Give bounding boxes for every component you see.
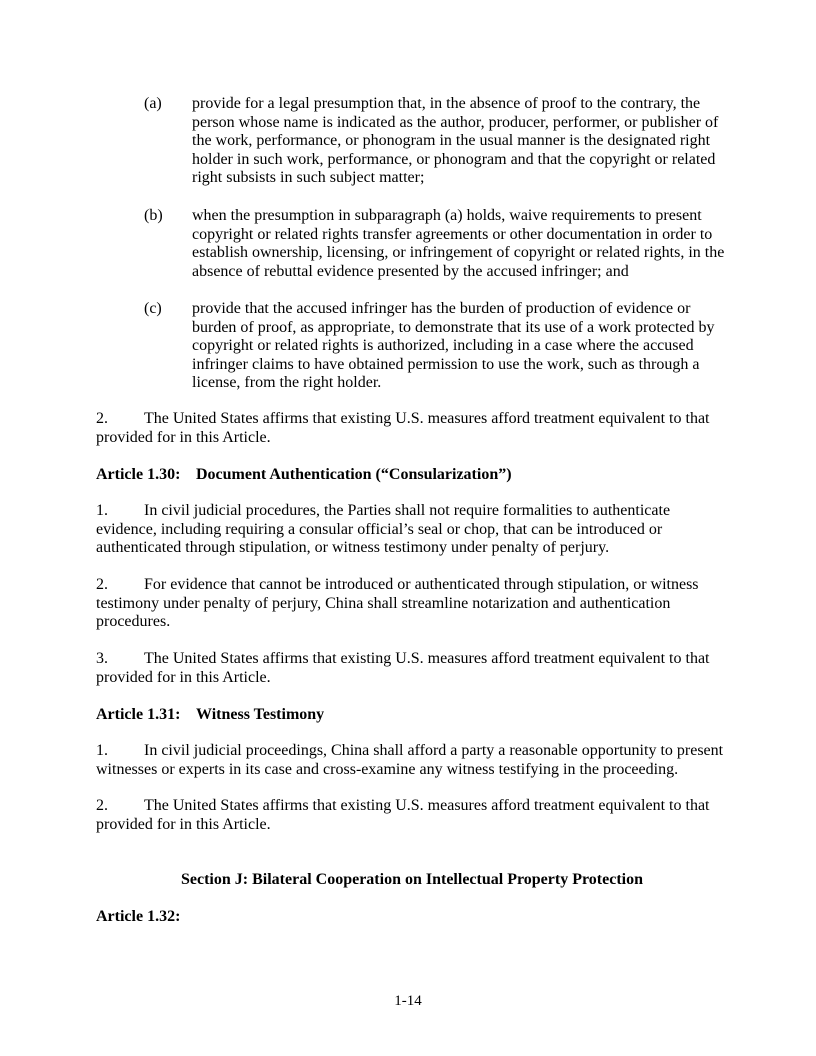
paragraph-text: In civil judicial proceedings, China shall afford a party a reasonable opportunity to present witnesses or experts in its case and cross-examine any witness testifying in the proceeding. [96,742,724,778]
article-paragraph [96,650,728,687]
paragraph-text: The United States affirms that existing U.S. measures afford treatment equivalent to that provided for in this Article. [96,410,710,446]
article-number: Article 1.30: [96,466,181,483]
article-heading [96,466,728,485]
paragraph-text: The United States affirms that existing U.S. measures afford treatment equivalent to that provided for in this Article. [96,650,710,686]
paragraph-number: 1. [96,502,108,519]
article-heading [96,706,728,725]
subparagraph-c [144,300,728,393]
article-paragraph [96,797,728,834]
subparagraph-text: provide that the accused infringer has the burden of production of evidence or burden of proof, as appropriate, to demonstrate that its use of a work protected by copyright or related rights is authorized, including in a case where the accused infringer claims to have obtained permission to use the work, such as through a license, from the right holder. [192,300,715,391]
subparagraph-text: provide for a legal presumption that, in the absence of proof to the contrary, the person whose name is indicated as the author, producer, performer, or publisher of the work, performance, or phonogram in the usual manner is the designated right holder in such work, performance, or phonogram and that the copyright or related right subsists in such subject matter; [192,95,719,186]
article-heading [96,908,728,927]
subparagraph-label: (b) [144,207,163,224]
paragraph-text: The United States affirms that existing U.S. measures afford treatment equivalent to that provided for in this Article. [96,797,710,833]
article-paragraph [96,576,728,632]
paragraph-text: For evidence that cannot be introduced or authenticated through stipulation, or witness testimony under penalty of perjury, China shall streamline notarization and authentication procedures. [96,576,699,630]
article-title: Document Authentication (“Consularization”) [196,466,512,483]
paragraph-text: In civil judicial procedures, the Parties shall not require formalities to authenticate evidence, including requiring a consular official’s seal or chop, that can be introduced or authenticated through stipulation, or witness testimony under penalty of perjury. [96,502,671,556]
subparagraph-b [144,207,728,281]
paragraph-number: 3. [96,650,108,667]
subparagraph-a [144,95,728,188]
subparagraph-text: when the presumption in subparagraph (a) holds, waive requirements to present copyright or related rights transfer agreements or other documentation in order to establish ownership, licensing, or infringement of copyright or related rights, in the absence of rebuttal evidence presented by the accused infringer; and [192,207,725,280]
article-title: Witness Testimony [196,706,325,723]
section-title: Section J: Bilateral Cooperation on Intellectual Property Protection [181,871,643,888]
article-number: Article 1.31: [96,706,181,723]
subparagraph-label: (c) [144,300,162,317]
subparagraph-label: (a) [144,95,162,112]
paragraph-number: 2. [96,576,108,593]
article-paragraph [96,410,728,447]
paragraph-number: 1. [96,742,108,759]
article-number: Article 1.32: [96,908,181,925]
page-number: 1-14 [394,993,422,1009]
article-paragraph [96,502,728,558]
paragraph-number: 2. [96,410,108,427]
article-paragraph [96,742,728,779]
paragraph-number: 2. [96,797,108,814]
